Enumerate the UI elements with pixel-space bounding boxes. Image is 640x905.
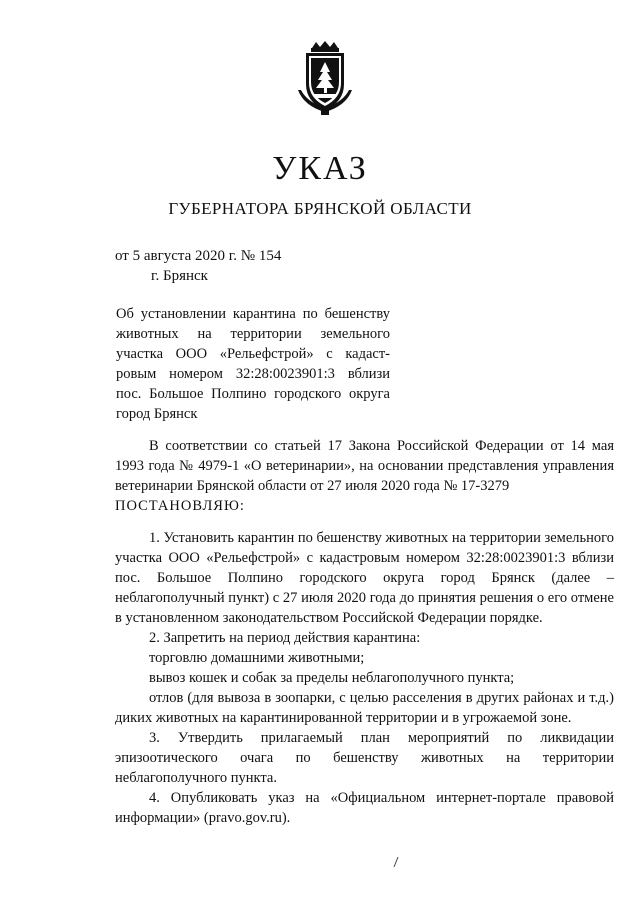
coat-of-arms — [294, 40, 356, 116]
item-2-sub-2: вывоз кошек и собак за пределы неблагополучного пункта; — [149, 670, 515, 686]
item-2: 2. Запретить на период действия карантина: — [149, 630, 421, 646]
decree-number: 154 — [258, 248, 282, 264]
date-prefix: от — [115, 248, 129, 264]
resolve-word: ПОСТАНОВЛЯЮ: — [115, 498, 245, 514]
issuer-subtitle: ГУБЕРНАТОРА БРЯНСКОЙ ОБЛАСТИ — [168, 199, 472, 218]
item-4: 4. Опубликовать указ на «Официальном интернет-портале правовой информации» (pravo.gov.ru). — [115, 790, 614, 826]
date-line — [115, 248, 281, 265]
bryansk-coat-of-arms-icon — [294, 40, 356, 116]
item-2-sub-1: торговлю домашними животными; — [149, 650, 365, 666]
scan-mark-icon — [392, 856, 400, 868]
item-2-sub-3: отлов (для вывоза в зоопарки, с целью расселения в других районах и т.д.) диких животных на карантинированной территории и в угрожаемой зоне. — [115, 690, 614, 726]
preamble: В соответствии со статьей 17 Закона Российской Федерации от 14 мая 1993 года № 4979-1 «О ветеринарии», на основании представления управления ветеринарии Брянской области от 27 июля 2020 года № 17-3279 — [115, 438, 614, 494]
number-sign: № — [240, 248, 256, 264]
item-3: 3. Утвердить прилагаемый план мероприятий по ликвидации эпизоотического очага по бешенству животных на территории неблагополучного пункта. — [115, 730, 614, 786]
decree-date: 5 августа 2020 г. — [132, 248, 238, 264]
city: г. Брянск — [151, 268, 208, 284]
page-title: УКАЗ — [272, 150, 368, 187]
decree-body — [115, 436, 614, 828]
decree-subject: Об установлении карантина по бешенству животных на территории земельного участка ООО «Рельефстрой» с кадаст-ровым номером 32:28:0023901:3 вблизи пос. Большое Полпино городского округа город Брянск — [116, 306, 390, 422]
item-1: 1. Установить карантин по бешенству животных на территории земельного участка ООО «Рельефстрой» с кадастровым номером 32:28:0023901:3 вблизи пос. Большое Полпино городского округа город Брянск (далее – неблагополучный пункт) с 27 июля 2020 года до принятия решения о его отмене в установленном законодательством Российской Федерации порядке. — [115, 530, 614, 626]
